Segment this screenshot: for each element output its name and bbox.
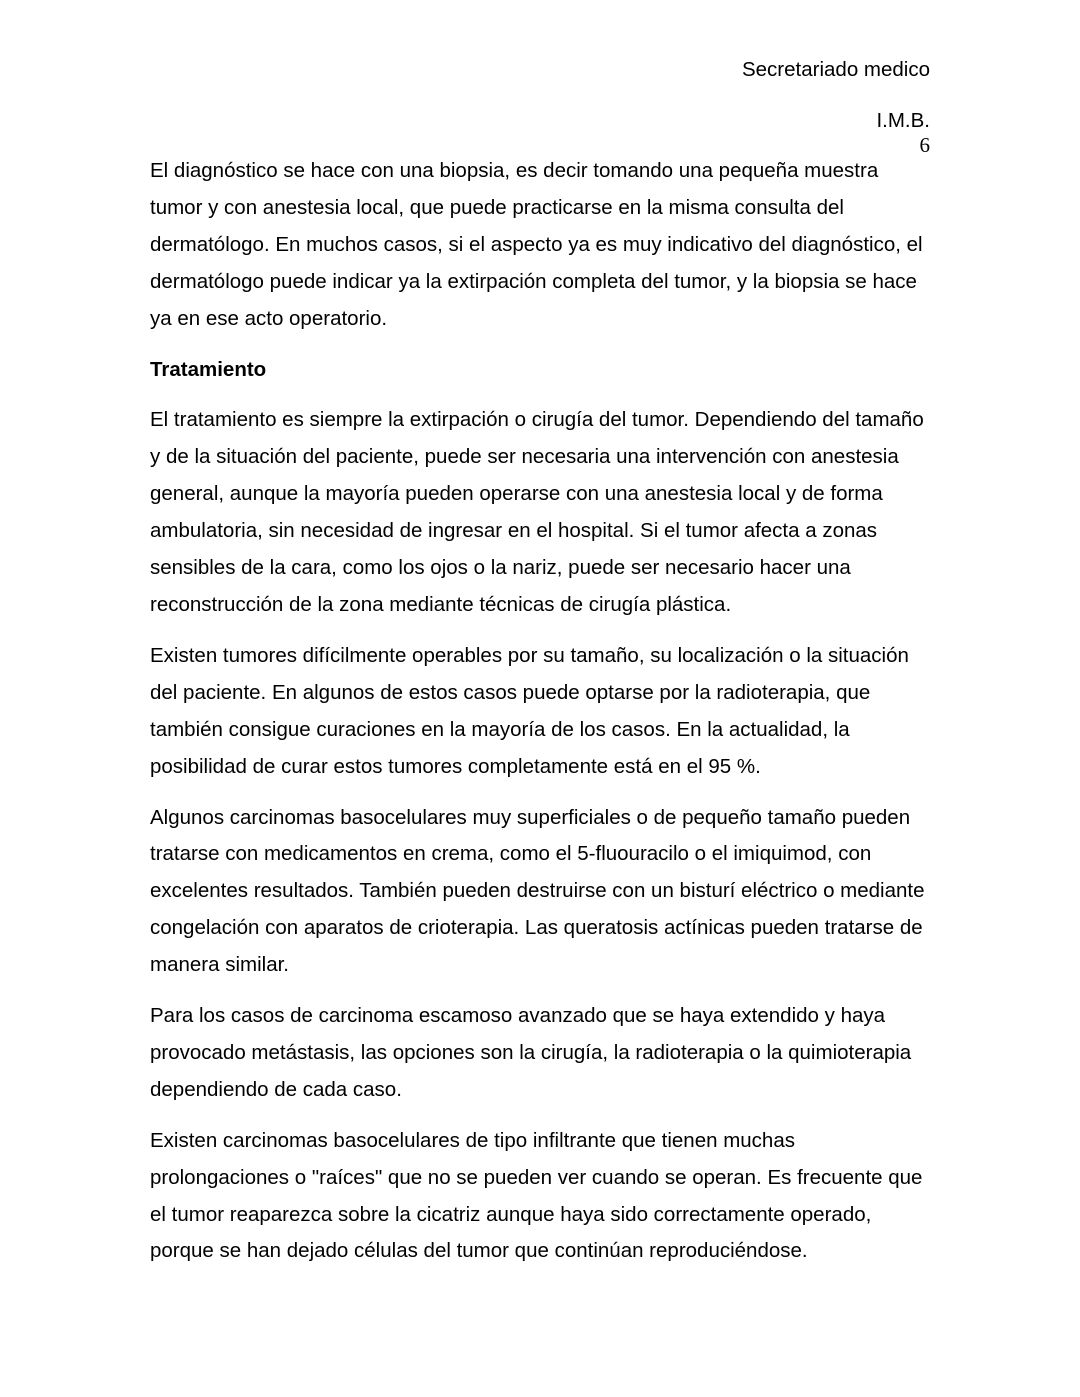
paragraph-carcinoma-escamoso: Para los casos de carcinoma escamoso avanzado que se haya extendido y haya provocado metástasis, las opciones son la cirugía, la radioterapia o la quimioterapia dependiendo de cada caso.: [150, 1004, 912, 1101]
paragraph-diagnostico: El diagnóstico se hace con una biopsia, es decir tomando una pequeña muestra tumor y con anestesia local, que puede practicarse en la misma consulta del dermatólogo. En muchos casos, si el aspecto ya es muy indicativo del diagnóstico, el dermatólogo puede indicar ya la extirpación completa del tumor, y la biopsia se hace ya en ese acto operatorio.: [150, 159, 923, 330]
header-course-title: Secretariado medico: [741, 58, 930, 81]
paragraph-carcinomas-superficiales: Algunos carcinomas basocelulares muy superficiales o de pequeño tamaño pueden tratarse con medicamentos en crema, como el 5-fluouracilo o el imiquimod, con excelentes resultados. También pueden destruirse con un bisturí eléctrico o mediante congelación con aparatos de crioterapia. Las queratosis actínicas pueden tratarse de manera similar.: [150, 805, 925, 977]
section-heading-tratamiento: Tratamiento: [150, 357, 267, 381]
paragraph-carcinomas-infiltrantes: Existen carcinomas basocelulares de tipo infiltrante que tienen muchas prolongaciones o "raíces" que no se pueden ver cuando se operan. Es frecuente que el tumor reaparezca sobre la cicatriz aunque haya sido correctamente operado, porque se han dejado células del tumor que continúan reproduciéndose.: [150, 1128, 923, 1263]
paragraph-tratamiento-cirugia: El tratamiento es siempre la extirpación o cirugía del tumor. Dependiendo del tamaño y de la situación del paciente, puede ser necesaria una intervención con anestesia general, aunque la mayoría pueden operarse con una anestesia local y de forma ambulatoria, sin necesidad de ingresar en el hospital. Si el tumor afecta a zonas sensibles de la cara, como los ojos o la nariz, puede ser necesario hacer una reconstrucción de la zona mediante técnicas de cirugía plástica.: [150, 408, 924, 616]
page-number: 6: [919, 133, 930, 157]
document-body: [150, 153, 930, 1284]
page-header: [150, 0, 930, 157]
paragraph-tumores-operables: Existen tumores difícilmente operables por su tamaño, su localización o la situación del paciente. En algunos de estos casos puede optarse por la radioterapia, que también consigue curaciones en la mayoría de los casos. En la actualidad, la posibilidad de curar estos tumores completamente está en el 95 %.: [150, 643, 909, 778]
header-author-initials: I.M.B.: [876, 109, 930, 132]
